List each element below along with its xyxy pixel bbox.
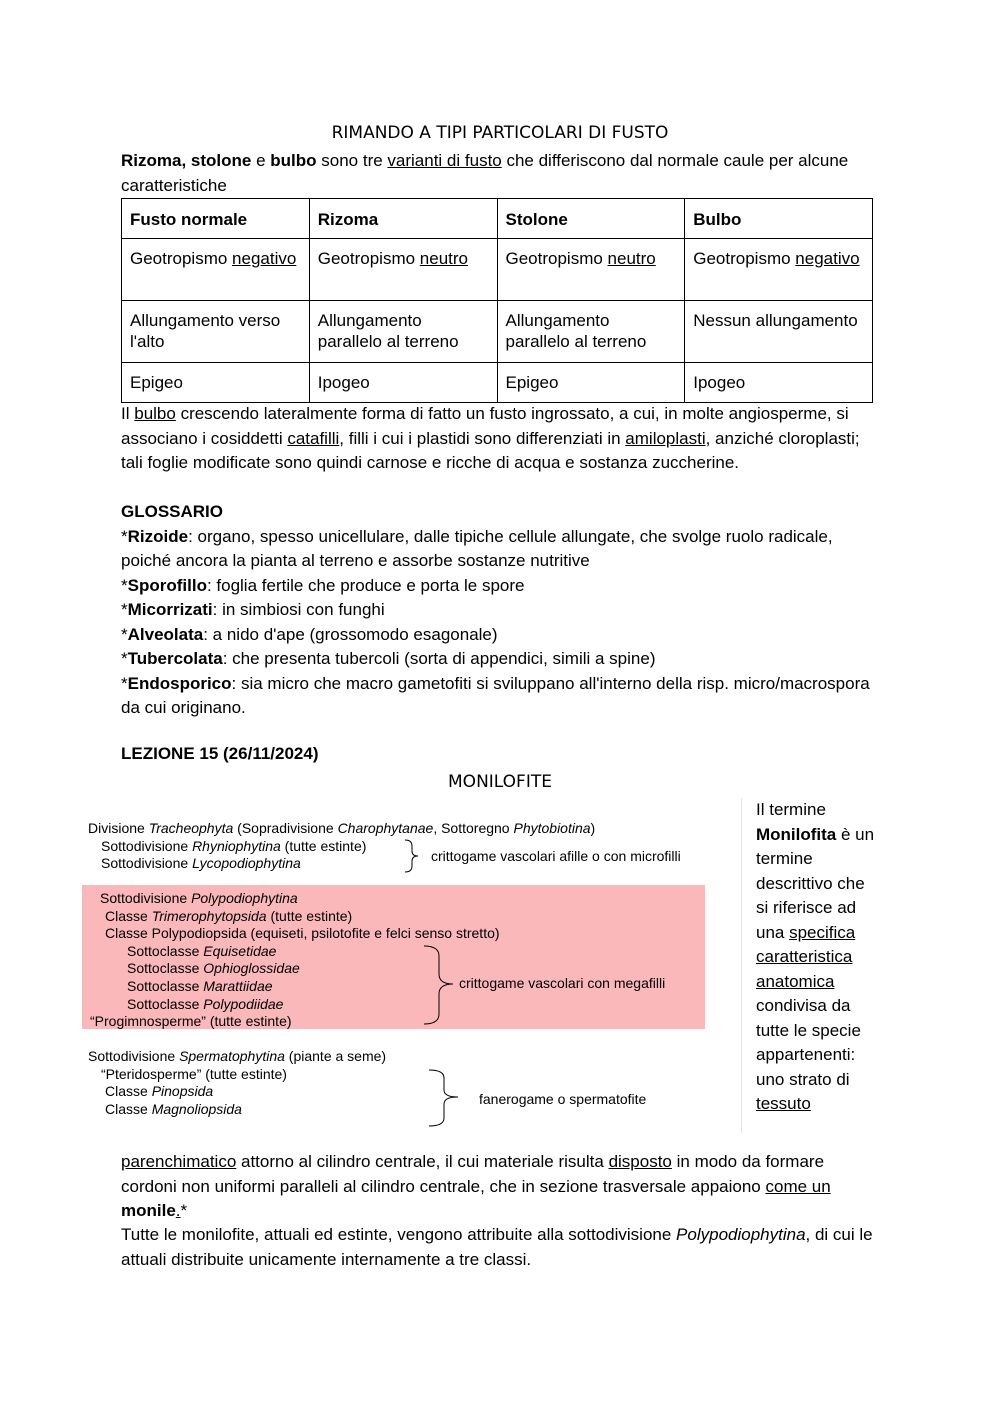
diagram-line: Classe Pinopsida xyxy=(105,1083,214,1100)
intro-bold-2: bulbo xyxy=(270,151,317,170)
glossary-item: *Sporofillo: foglia fertile che produce e porta le spore xyxy=(121,575,525,595)
glossary-item: *Endosporico: sia micro che macro gametofiti si sviluppano all'interno della risp. micro/macrospora da cui originano. xyxy=(121,673,870,717)
brace-icon xyxy=(426,1068,462,1128)
table-row xyxy=(122,363,873,403)
diagram-line: Sottoclasse Ophioglossidae xyxy=(127,960,300,977)
intro-paragraph xyxy=(121,149,881,198)
table-header-cell: Bulbo xyxy=(685,199,873,239)
intro-underline: varianti di fusto xyxy=(387,151,502,170)
table-cell: Geotropismo neutro xyxy=(309,239,497,301)
diagram-line: Sottoclasse Equisetidae xyxy=(127,942,277,959)
bottom-paragraph-2: Tutte le monilofite, attuali ed estinte, vengono attribuite alla sottodivisione Polypodiophytina, di cui le attuali distribuite unicamente internamente a tre classi. xyxy=(121,1225,873,1269)
table-cell: Geotropismo negativo xyxy=(122,239,310,301)
table-row xyxy=(122,239,873,301)
intro-text-6: che differiscono dal normale caule per alcune caratteristiche xyxy=(121,151,849,195)
glossary-item: *Micorrizati: in simbiosi con funghi xyxy=(121,600,385,619)
table-cell: Geotropismo neutro xyxy=(497,239,685,301)
diagram-line: Divisione Tracheophyta (Sopradivisione Charophytanae, Sottoregno Phytobiotina) xyxy=(88,820,596,836)
table-cell: Allungamento parallelo al terreno xyxy=(497,301,685,363)
stem-comparison-table xyxy=(121,198,873,403)
column-divider xyxy=(741,798,742,1133)
diagram-line: “Progimnosperme” (tutte estinte) xyxy=(90,1013,292,1030)
diagram-line: Sottodivisione Spermatophytina (piante a seme) xyxy=(88,1048,387,1064)
diagram-line: Sottodivisione Lycopodiophytina xyxy=(101,855,301,872)
diagram-line: Sottoclasse Polypodiidae xyxy=(127,995,284,1012)
bottom-paragraph: parenchimatico attorno al cilindro centrale, il cui materiale risulta disposto in modo da formare cordoni non uniformi paralleli al cilindro centrale, che in sezione trasversale appaiono come un monile.* xyxy=(121,1152,831,1220)
table-header-cell: Stolone xyxy=(497,199,685,239)
intro-text-2: e xyxy=(251,151,271,170)
brace-label: crittogame vascolari afille o con microfilli xyxy=(431,848,681,864)
diagram-line: Classe Magnoliopsida xyxy=(105,1100,242,1117)
table-cell: Geotropismo negativo xyxy=(685,239,873,301)
brace-label: fanerogame o spermatofite xyxy=(479,1091,647,1107)
table-row xyxy=(122,301,873,363)
diagram-line: Classe Trimerophytopsida (tutte estinte) xyxy=(105,907,353,924)
side-paragraph: Il termine Monilofita è un termine descrittivo che si riferisce ad una specifica caratteristica anatomica condivisa da tutte le specie appartenenti: uno strato di tessuto xyxy=(756,800,875,1113)
table-cell: Epigeo xyxy=(122,363,310,403)
diagram-line: “Pteridosperme” (tutte estinte) xyxy=(101,1065,287,1082)
brace-icon xyxy=(421,944,457,1026)
table-header-cell: Fusto normale xyxy=(122,199,310,239)
table-cell: Nessun allungamento xyxy=(685,301,873,363)
glossary-heading: GLOSSARIO xyxy=(121,502,224,521)
table-header-row xyxy=(122,199,873,239)
table-cell: Epigeo xyxy=(497,363,685,403)
table-header-cell: Rizoma xyxy=(309,199,497,239)
intro-text-4: sono tre xyxy=(316,151,388,170)
diagram-line: Classe Polypodiopsida (equiseti, psilotofite e felci senso stretto) xyxy=(105,925,500,942)
diagram-line: Sottodivisione Rhyniophytina (tutte estinte) xyxy=(101,837,367,854)
table-cell: Ipogeo xyxy=(685,363,873,403)
table-cell: Allungamento verso l'alto xyxy=(122,301,310,363)
table-cell: Ipogeo xyxy=(309,363,497,403)
brace-icon xyxy=(403,838,425,874)
brace-label: crittogame vascolari con megafilli xyxy=(459,975,666,991)
lesson-heading: LEZIONE 15 (26/11/2024) xyxy=(121,744,319,763)
bulbo-paragraph: Il bulbo crescendo lateralmente forma di fatto un fusto ingrossato, a cui, in molte angiosperme, si associano i cosiddetti catafilli, filli i cui i plastidi sono differenziati in amiloplasti, anziché cloroplasti; tali foglie modificate sono quindi carnose e ricche di acqua e sostanza zuccherine. xyxy=(121,404,860,472)
diagram-line: Sottoclasse Marattiidae xyxy=(127,977,273,994)
table-cell: Allungamento parallelo al terreno xyxy=(309,301,497,363)
intro-bold-1: Rizoma, stolone xyxy=(121,151,252,170)
glossary-item: *Alveolata: a nido d'ape (grossomodo esagonale) xyxy=(121,624,498,644)
glossary-item: *Tubercolata: che presenta tubercoli (sorta di appendici, simili a spine) xyxy=(121,649,656,668)
glossary-item: *Rizoide: organo, spesso unicellulare, dalle tipiche cellule allungate, che svolge ruolo radicale, poiché ancora la pianta al terreno e assorbe sostanze nutritive xyxy=(121,526,833,570)
section-title: RIMANDO A TIPI PARTICOLARI DI FUSTO xyxy=(331,123,669,143)
taxonomy-spermatophytina-group xyxy=(88,1048,386,1118)
glossary xyxy=(121,500,881,721)
lesson-title: MONILOFITE xyxy=(448,772,552,792)
diagram-line: Sottodivisione Polypodiophytina xyxy=(100,890,298,906)
